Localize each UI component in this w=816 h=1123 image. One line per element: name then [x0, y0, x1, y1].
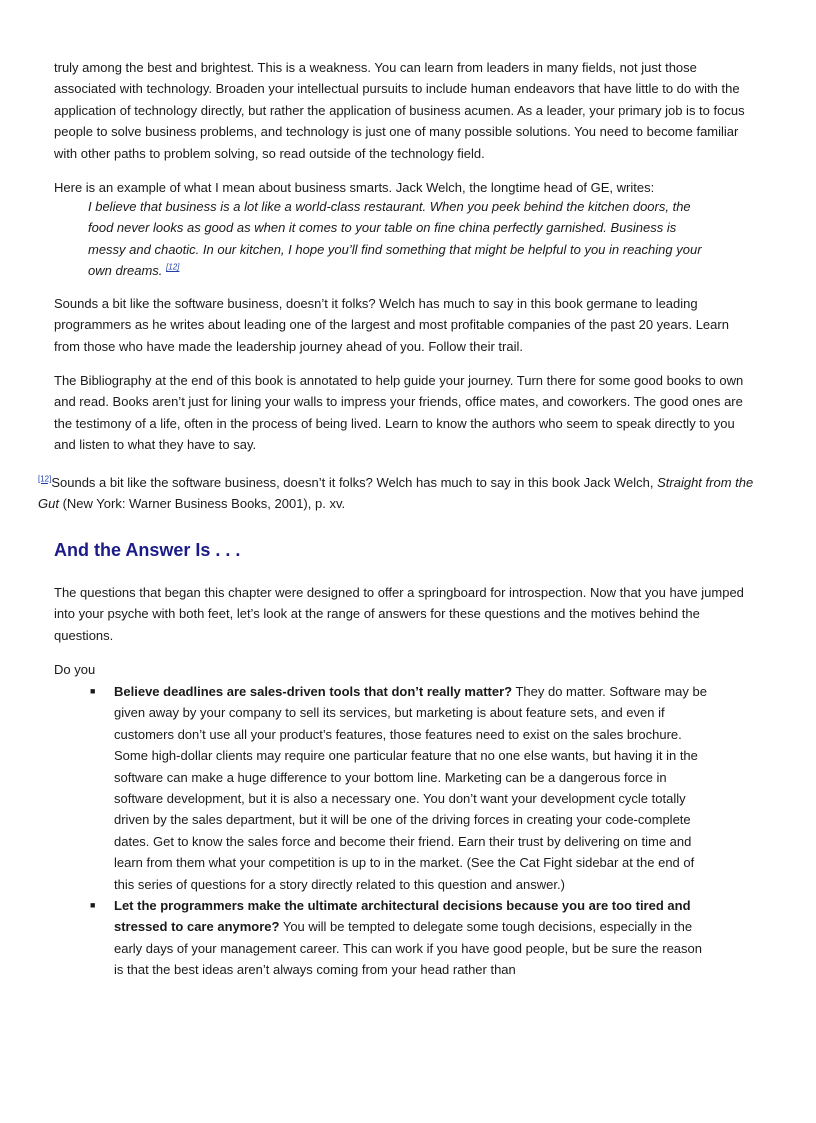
list-item-question: Believe deadlines are sales-driven tools that don’t really matter?	[114, 684, 513, 699]
bullet-icon: ■	[90, 900, 96, 911]
quote-text: I believe that business is a lot like a world-class restaurant. When you peek behind the kitchen doors, the food never looks as good as when it comes to your table on fine china perfectly garnished. Business is messy and chaotic. In our kitchen, I hope you’ll find something that might be helpful to you in reaching your own dreams.	[88, 199, 702, 279]
list-item	[90, 895, 710, 981]
block-quote	[88, 196, 708, 282]
body-paragraph: The questions that began this chapter were designed to offer a springboard for introspection. Now that you have jumped into your psyche with both feet, let’s look at the range of answers for these questions and the motives behind the questions.	[54, 585, 744, 643]
footnote	[38, 472, 758, 515]
body-paragraph: truly among the best and brightest. This is a weakness. You can learn from leaders in many fields, not just those associated with technology. Broaden your intellectual pursuits to include human endeavors that have little to do with the application of technology directly, but rather the application of business acumen. As a leader, your primary job is to focus people to solve business problems, and technology is just one of many possible solutions. You need to become familiar with other paths to problem solving, so read outside of the technology field.	[54, 60, 745, 161]
list-item-answer: They do matter. Software may be given away by your company to sell its services, but marketing is about feature sets, and even if customers don’t use all your product’s features, those features need to exist on the sales brochure. Some high-dollar clients may require one particular feature that no one else wants, but having it in the software can make a huge difference to your bottom line. Marketing can be a dangerous force in software development, but it is also a necessary one. You don’t want your development cycle totally driven by the sales department, but it will be one of the driving forces in creating your code-complete dates. Get to know the sales force and become their friend. Earn their trust by delivering on time and learn from them what your competition is up to in the market. (See the Cat Fight sidebar at the end of this series of questions for a story directly related to this question and answer.)	[114, 684, 707, 892]
footnote-reference-link[interactable]: [12]	[166, 262, 180, 272]
body-paragraph: Do you	[54, 662, 96, 677]
list-item-question: Let the programmers make the ultimate architectural decisions because you are too tired and stressed to care anymore?	[114, 898, 691, 935]
body-paragraph: Sounds a bit like the software business, doesn’t it folks? Welch has much to say in this book germane to leading programmers as he writes about leading one of the largest and most profitable companies of the past 20 years. Learn from those who have made the leadership journey ahead of you. Follow their trail.	[54, 296, 729, 354]
section-heading: And the Answer Is . . .	[54, 540, 241, 560]
footnote-text: Sounds a bit like the software business, doesn’t it folks? Welch has much to say in this book Jack Welch,	[51, 475, 658, 490]
footnote-text-end: (New York: Warner Business Books, 2001), p. xv.	[58, 496, 346, 512]
footnote-book-title: Straight from the Gut	[38, 475, 754, 512]
answer-list	[90, 681, 710, 981]
footnote-marker-link[interactable]: [12]	[38, 474, 52, 484]
list-item-answer: You will be tempted to delegate some tough decisions, especially in the early days of your management career. This can work if you have good people, but be sure the reason is that the best ideas aren’t always coming from your head rather than	[114, 919, 702, 978]
body-paragraph: The Bibliography at the end of this book is annotated to help guide your journey. Turn there for some good books to own and read. Books aren’t just for lining your walls to impress your friends, office mates, and coworkers. The good ones are the testimony of a life, often in the process of being lived. Learn to know the authors who seem to speak directly to you and listen to what they have to say.	[54, 373, 744, 453]
body-paragraph: Here is an example of what I mean about business smarts. Jack Welch, the longtime head of GE, writes:	[54, 180, 655, 195]
list-item	[90, 681, 710, 895]
bullet-icon: ■	[90, 686, 96, 696]
